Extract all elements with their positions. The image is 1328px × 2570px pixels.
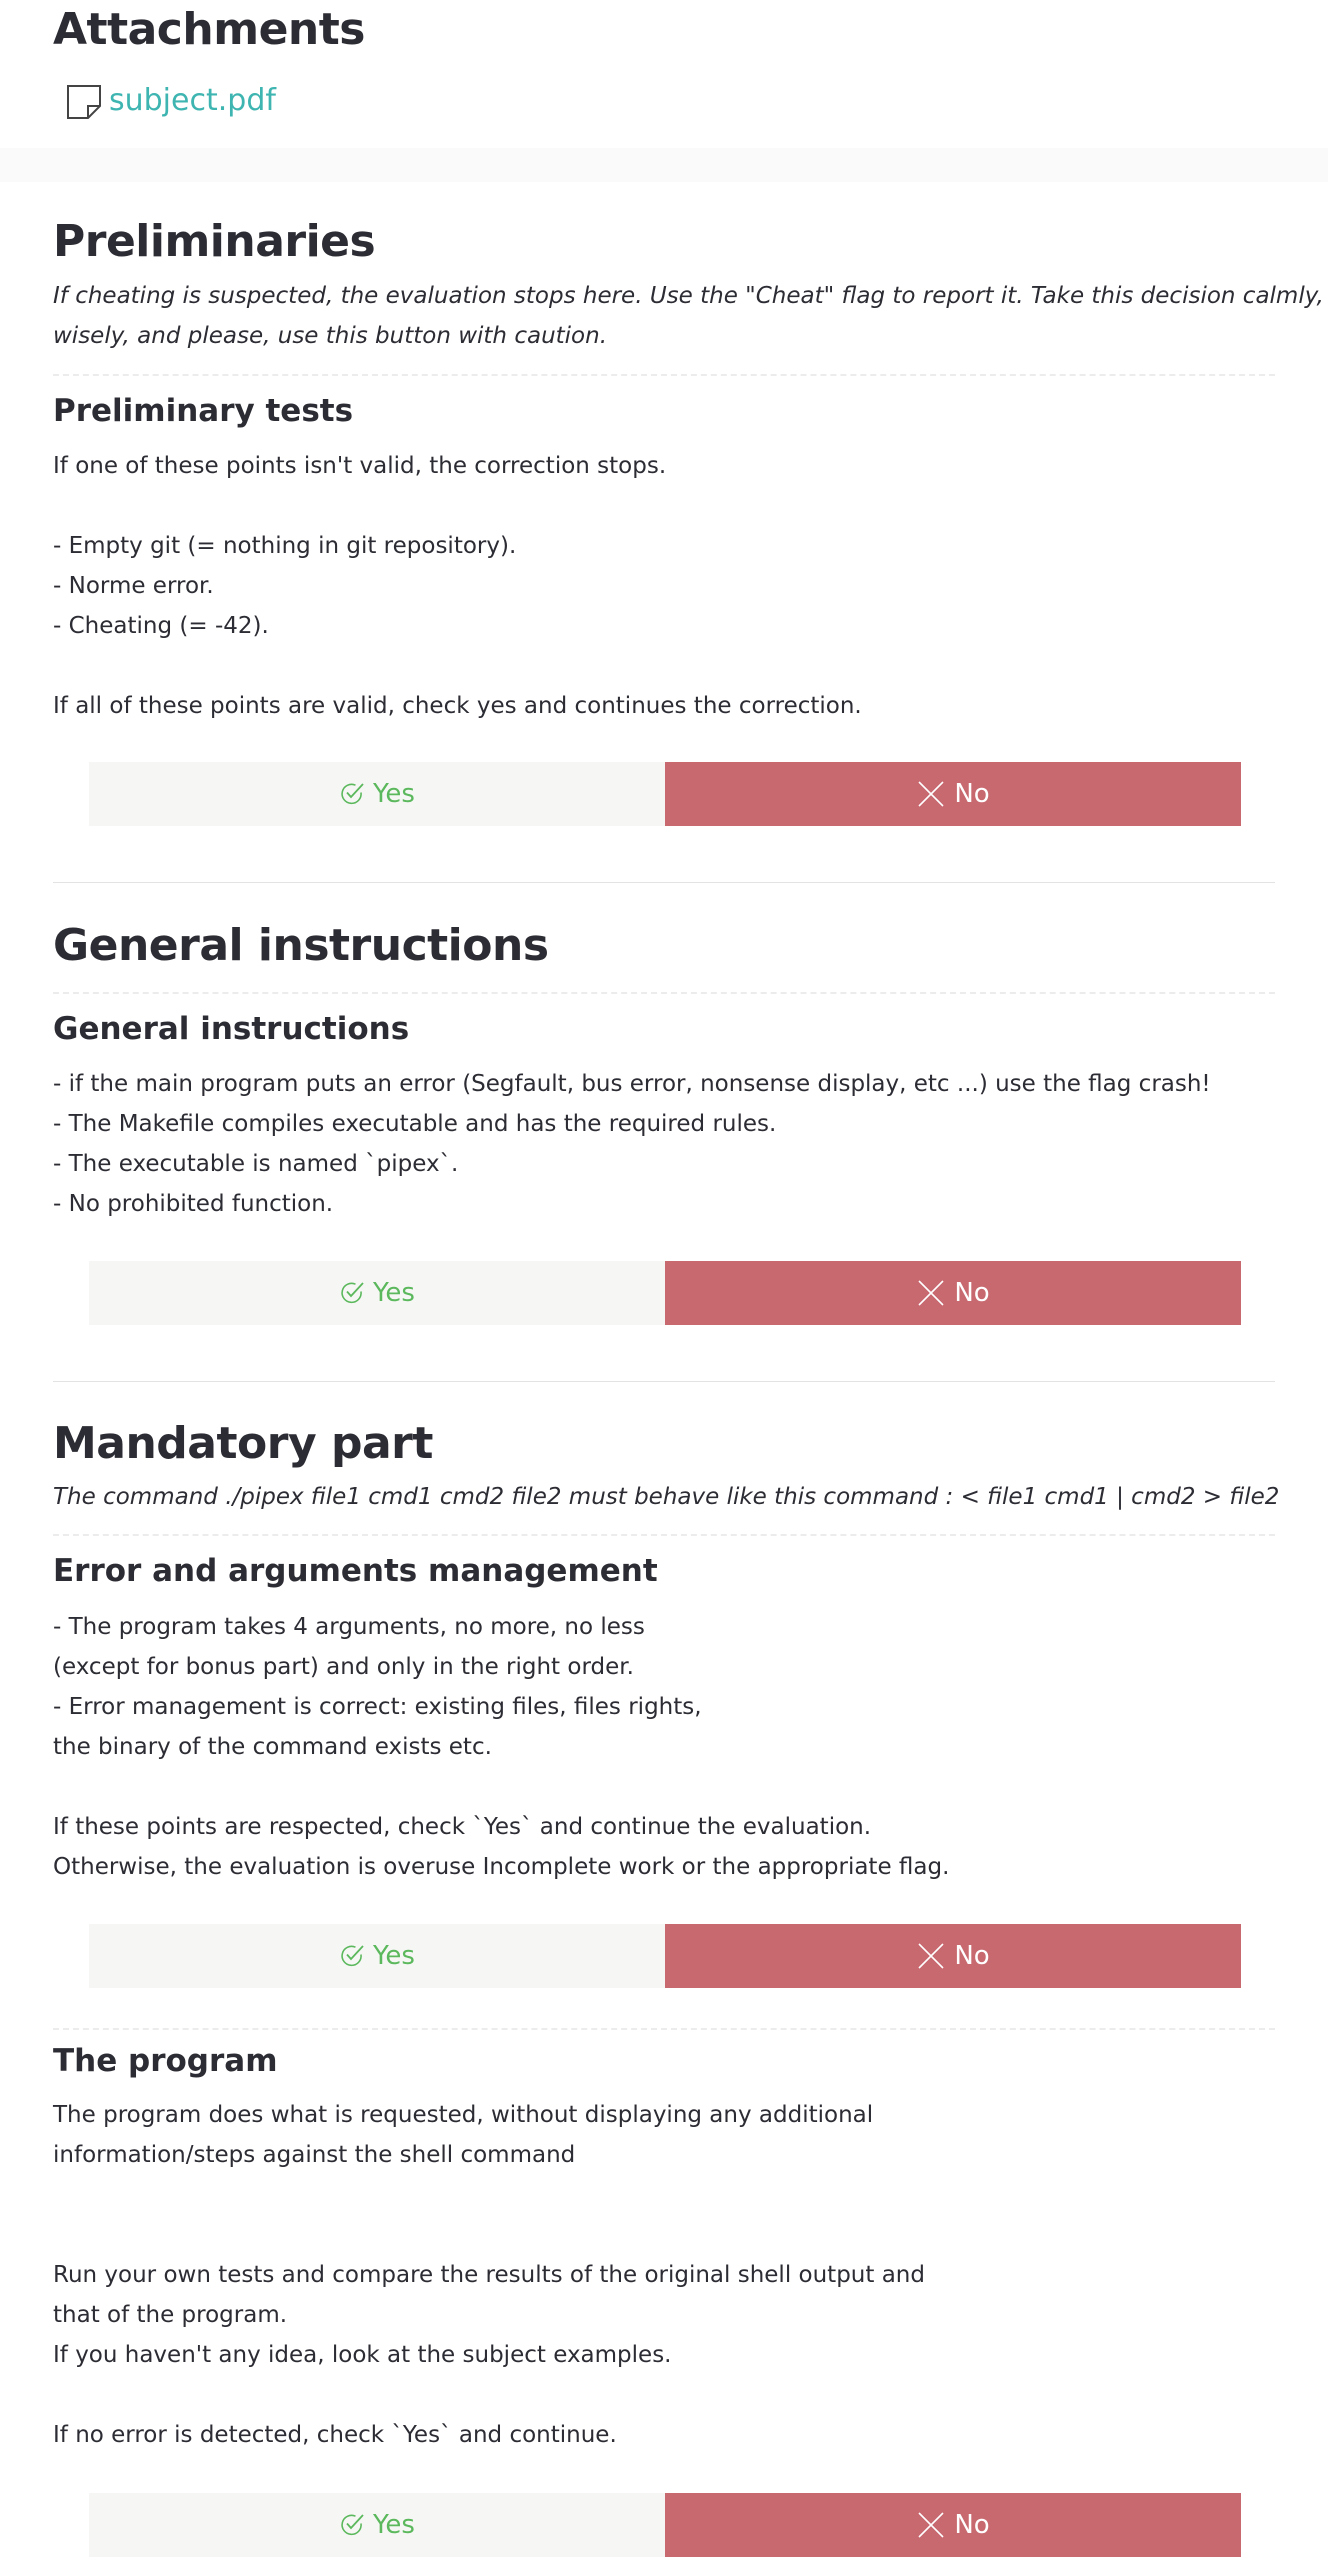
text-line: the binary of the command exists etc.: [53, 1734, 492, 1760]
error-management-body: [53, 1607, 949, 1887]
text-line: [53, 1767, 949, 1807]
preliminary-tests-body: [53, 446, 862, 726]
error-management-answer: [89, 1924, 1241, 1988]
text-line: Run your own tests and compare the results of the original shell output and: [53, 2262, 925, 2288]
section-divider: [53, 1534, 1275, 1536]
text-line: information/steps against the shell command: [53, 2142, 576, 2168]
text-line: - The executable is named `pipex`.: [53, 1151, 459, 1177]
text-line: If all of these points are valid, check yes and continues the correction.: [53, 693, 862, 719]
subject-pdf-link[interactable]: subject.pdf: [109, 83, 276, 118]
text-line: [53, 646, 862, 686]
yes-button[interactable]: [89, 1924, 665, 1988]
yes-label: Yes: [373, 1941, 415, 1971]
yes-label: Yes: [373, 1278, 415, 1308]
close-icon: [916, 779, 946, 809]
attachments-panel: [0, 0, 1328, 148]
no-button[interactable]: [665, 2493, 1241, 2557]
no-button[interactable]: [665, 1924, 1241, 1988]
yes-button[interactable]: [89, 762, 665, 826]
section-divider: [53, 374, 1275, 376]
close-icon: [916, 2510, 946, 2540]
no-button[interactable]: [665, 1261, 1241, 1325]
text-line: that of the program.: [53, 2302, 288, 2328]
text-line: - if the main program puts an error (Segfault, bus error, nonsense display, etc ...) use the flag crash!: [53, 1071, 1211, 1097]
general-instructions-title: General instructions: [53, 920, 549, 971]
text-line: - Cheating (= -42).: [53, 613, 269, 639]
error-management-title: Error and arguments management: [53, 1553, 658, 1589]
no-button[interactable]: [665, 762, 1241, 826]
yes-button[interactable]: [89, 2493, 665, 2557]
no-label: No: [954, 1941, 990, 1971]
section-divider: [53, 2028, 1275, 2030]
text-line: If you haven't any idea, look at the subject examples.: [53, 2342, 672, 2368]
text-line: - The program takes 4 arguments, no more, no less: [53, 1614, 645, 1640]
yes-label: Yes: [373, 2510, 415, 2540]
section-divider: [53, 992, 1275, 994]
text-line: [53, 2375, 925, 2415]
text-line: The program does what is requested, without displaying any additional: [53, 2102, 874, 2128]
text-line: (except for bonus part) and only in the right order.: [53, 1654, 634, 1680]
yes-label: Yes: [373, 779, 415, 809]
preliminaries-description-2: wisely, and please, use this button with caution.: [53, 323, 608, 349]
text-line: - The Makefile compiles executable and has the required rules.: [53, 1111, 777, 1137]
preliminaries-title: Preliminaries: [53, 216, 376, 267]
general-instructions-body: [53, 1064, 1211, 1224]
text-line: [53, 486, 862, 526]
text-line: - Empty git (= nothing in git repository).: [53, 533, 517, 559]
check-icon: [339, 2512, 365, 2538]
text-line: [53, 2175, 925, 2215]
mandatory-part-description: The command ./pipex file1 cmd1 cmd2 file2 must behave like this command : < file1 cmd1 | cmd2 > file2: [53, 1484, 1280, 1510]
attachments-title: Attachments: [53, 4, 365, 55]
check-icon: [339, 781, 365, 807]
text-line: - Error management is correct: existing files, files rights,: [53, 1694, 702, 1720]
text-line: - Norme error.: [53, 573, 214, 599]
preliminary-tests-title: Preliminary tests: [53, 393, 354, 429]
check-icon: [339, 1280, 365, 1306]
section-separator: [53, 882, 1275, 883]
text-line: If no error is detected, check `Yes` and continue.: [53, 2422, 617, 2448]
yes-button[interactable]: [89, 1261, 665, 1325]
program-answer: [89, 2493, 1241, 2557]
program-title: The program: [53, 2043, 278, 2079]
no-label: No: [954, 779, 990, 809]
no-label: No: [954, 2510, 990, 2540]
close-icon: [916, 1278, 946, 1308]
preliminary-tests-answer: [89, 762, 1241, 826]
no-label: No: [954, 1278, 990, 1308]
mandatory-part-title: Mandatory part: [53, 1418, 433, 1469]
text-line: If one of these points isn't valid, the correction stops.: [53, 453, 667, 479]
general-instructions-item-title: General instructions: [53, 1011, 410, 1047]
evaluation-panel: [0, 182, 1328, 2570]
close-icon: [916, 1941, 946, 1971]
text-line: - No prohibited function.: [53, 1191, 334, 1217]
text-line: If these points are respected, check `Yes` and continue the evaluation.: [53, 1814, 872, 1840]
section-separator: [53, 1381, 1275, 1382]
preliminaries-description-1: If cheating is suspected, the evaluation stops here. Use the "Cheat" flag to report it. Take this decision calmly,: [53, 283, 1324, 309]
text-line: Otherwise, the evaluation is overuse Incomplete work or the appropriate flag.: [53, 1854, 950, 1880]
check-icon: [339, 1943, 365, 1969]
program-body: [53, 2095, 925, 2455]
text-line: [53, 2215, 925, 2255]
file-icon: [66, 84, 102, 124]
general-instructions-answer: [89, 1261, 1241, 1325]
